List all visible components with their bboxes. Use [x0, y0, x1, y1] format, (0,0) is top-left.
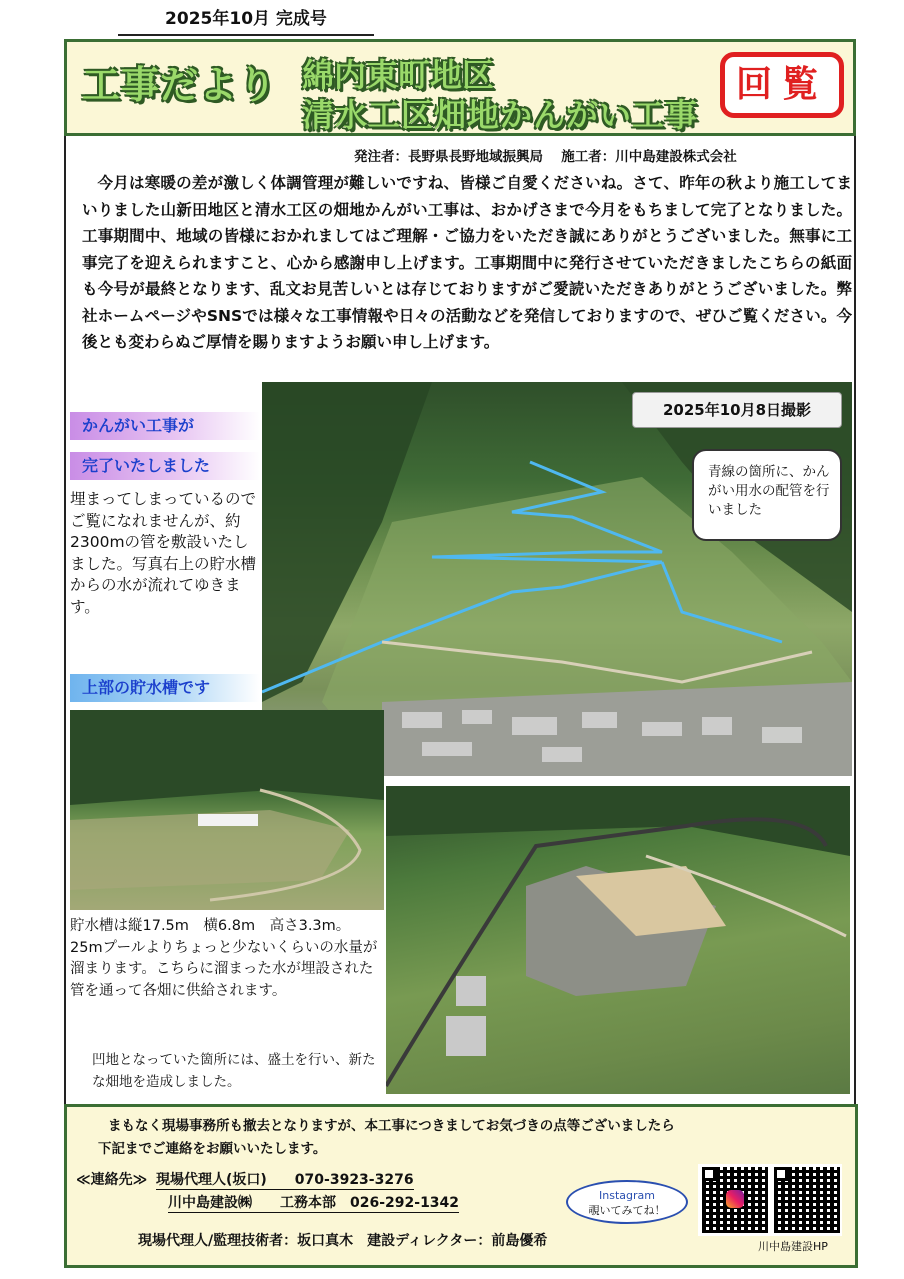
section-heading-complete-2: 完了いたしました [70, 452, 260, 480]
issue-label: 2025年10月 完成号 [118, 6, 374, 36]
contact-site-agent: 現場代理人(坂口) 070-3923-3276 [156, 1169, 414, 1190]
newsletter-title: 工事だより [82, 63, 278, 107]
intro-text: 今月は寒暖の差が激しく体調管理が難しいですね、皆様ご自愛くださいね。さて、昨年の秋より施工してまいりました山新田地区と清水工区の畑地かんがい工事は、おかげさまで今月をもちまして完了となりました。工事期間中、地域の皆様におかれましてはご理解・ご協力をいただき誠にありがとうございました。無事に工事完了を迎えられますこと、心から感謝申し上げます。工事期間中に発行させていただきましたこちらの紙面も今号が最終となります、乱文お見苦しいとは存じておりますがご愛読いただきありがとうございました。弊社ホームページやSNSでは様々な工事情報や日々の活動などを発信しておりますので、ぜひご覧ください。今後とも変わらぬご厚情を賜りますようお願い申し上げます。 [82, 174, 852, 351]
speech-bubble: 青線の箇所に、かんがい用水の配管を行いました [692, 449, 842, 541]
new-field-photo [386, 786, 850, 1094]
section-heading-tank: 上部の貯水槽です [70, 674, 260, 702]
new-field-graphic [386, 786, 850, 1094]
instagram-label: Instagram [599, 1189, 655, 1202]
photo-date-label: 2025年10月8日撮影 [632, 392, 842, 428]
instagram-icon [726, 1190, 744, 1208]
instagram-message: 覗いてみてね！ [588, 1204, 666, 1217]
contact-label: ≪連絡先≫ [76, 1172, 148, 1188]
qr-corner-icon [702, 1167, 716, 1181]
homepage-label: 川中島建設HP [758, 1240, 828, 1253]
water-tank-graphic [70, 710, 384, 910]
district-title: 綿内東町地区 [302, 56, 495, 94]
new-field-description: 凹地となっていた箇所には、盛土を行い、新たな畑地を造成しました。 [92, 1052, 376, 1090]
circulation-stamp: 回覧 [720, 52, 844, 118]
water-tank-photo [70, 710, 384, 910]
qr-corner-icon [774, 1167, 788, 1181]
instagram-bubble [566, 1180, 688, 1224]
notice-line-2: 下記までご連絡をお願いいたします。 [98, 1141, 327, 1157]
tank-description: 貯水槽は縦17.5m 横6.8m 高さ3.3m。25mプールよりちょっと少ないくらいの水量が溜まります。こちらに溜まった水が埋設された管を通って各畑に供給されます。 [70, 918, 378, 999]
project-title: 清水工区畑地かんがい工事 [302, 96, 699, 134]
intro-paragraph [82, 170, 852, 356]
notice-line-1: まもなく現場事務所も撤去となりますが、本工事につきましてお気づきの点等ございましたら [108, 1118, 675, 1134]
section-heading-complete-1: かんがい工事が [70, 412, 260, 440]
staff-line: 現場代理人/監理技術者：坂口真木 建設ディレクター：前島優希 [138, 1233, 548, 1249]
client-contractor-line: 発注者：長野県長野地域振興局 施工者：川中島建設株式会社 [354, 149, 737, 165]
pipe-description: 埋まってしまっているのでご覧になれませんが、約2300mの管を敷設いたしました。写真右上の貯水槽からの水が流れてゆきます。 [70, 490, 257, 616]
contact-company: 川中島建設㈱ 工務本部 026-292-1342 [168, 1192, 459, 1213]
